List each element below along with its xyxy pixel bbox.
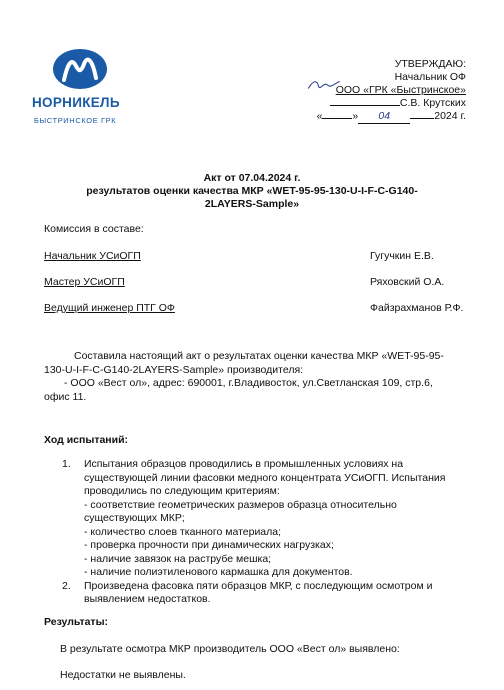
- member-role: Ведущий инженер ПТГ ОФ: [44, 302, 175, 314]
- approval-position: Начальник ОФ: [394, 71, 466, 83]
- approval-company: ООО «ГРК «Быстринское»: [335, 84, 466, 96]
- approval-month-handwritten: 04: [358, 110, 410, 124]
- approval-heading: УТВЕРЖДАЮ:: [394, 58, 466, 70]
- approval-date: « » 04 2024 г.: [316, 110, 466, 122]
- list-item: 2. Произведена фасовка пяти образцов МКР, с последующим осмотром и выявлением недостатков.: [62, 579, 433, 605]
- results-heading: Результаты:: [44, 616, 109, 628]
- intro-paragraph: Составила настоящий акт о результатах оценки качества МКР «WET-95-95- 130-U-I-F-C-G140-2LAYERS-Sample» производителя: - ООО «Вест ол», адрес: 690001, г.Владивосток, ул.Светланская 109, стр.6, офис 11.: [44, 350, 444, 403]
- company-subsidiary-name: БЫСТРИНСКОЕ ГРК: [34, 116, 117, 125]
- member-name: Файзрахманов Р.Ф.: [370, 302, 464, 314]
- nornickel-logo-icon: [52, 48, 108, 90]
- member-role: Начальник УСиОГП: [44, 250, 141, 262]
- results-conclusion: Недостатки не выявлены.: [60, 669, 186, 681]
- commission-heading: Комиссия в составе:: [44, 223, 144, 235]
- commission-member: [44, 250, 464, 262]
- handwritten-signature: [306, 78, 342, 92]
- commission-member: [44, 302, 464, 314]
- member-name: Ряховский О.А.: [370, 276, 445, 288]
- company-logo-name: НОРНИКЕЛЬ: [32, 95, 120, 110]
- list-item: 1. Испытания образцов проводились в промышленных условиях на существующей линии фасовки медного концентрата УСиОГП. Испытания проводились по следующим критериям: - соответствие геометрических размеров образца относительно существующих МКР; - количество слоев тканного материала; - проверка прочности при динамических нагрузках; - наличие завязок на раструбе мешка; - наличие полиэтиленового кармашка для документов.: [62, 458, 446, 578]
- member-name: Гугучкин Е.В.: [370, 250, 434, 262]
- tests-list: [44, 458, 465, 607]
- document-title: Акт от 07.04.2024 г. результатов оценки качества МКР «WET-95-95-130-U-I-F-C-G140- 2LAYERS-Sample»: [86, 172, 418, 210]
- approval-block: [266, 58, 466, 124]
- member-role: Мастер УСиОГП: [44, 276, 125, 288]
- commission-member: [44, 276, 464, 288]
- tests-heading: Ход испытаний:: [44, 434, 129, 446]
- results-text: В результате осмотра МКР производитель ООО «Вест ол» выявлено:: [60, 643, 400, 655]
- approval-signatory: С.В. Крутских: [266, 97, 466, 110]
